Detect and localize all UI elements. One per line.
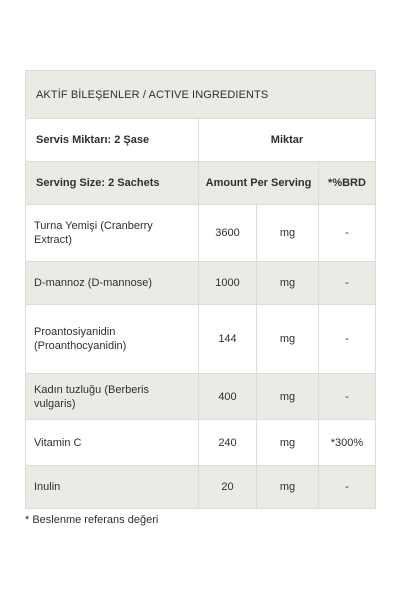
ingredient-unit: mg <box>257 420 319 466</box>
ingredient-unit: mg <box>257 262 319 305</box>
brd-header: *%BRD <box>319 162 376 205</box>
header-row-tr <box>26 119 376 162</box>
ingredient-brd: - <box>319 262 376 305</box>
ingredient-amount: 400 <box>199 374 257 420</box>
header-row-en <box>26 162 376 205</box>
ingredient-unit: mg <box>257 374 319 420</box>
ingredient-brd: - <box>319 374 376 420</box>
ingredient-unit: mg <box>257 305 319 374</box>
ingredient-name: Kadın tuzluğu (Berberis vulgaris) <box>26 374 199 420</box>
ingredient-brd: - <box>319 305 376 374</box>
serving-size-en: Serving Size: 2 Sachets <box>26 162 199 205</box>
ingredient-name: Vitamin C <box>26 420 199 466</box>
ingredient-name: Inulin <box>26 466 199 509</box>
table-title-row <box>26 71 376 119</box>
ingredient-name: Turna Yemişi (Cranberry Extract) <box>26 205 199 262</box>
ingredient-unit: mg <box>257 466 319 509</box>
table-row <box>26 305 376 374</box>
serving-size-tr: Servis Miktarı: 2 Şase <box>26 119 199 162</box>
ingredient-brd: - <box>319 466 376 509</box>
footnote: * Beslenme referans değeri <box>25 514 159 526</box>
amount-header-tr: Miktar <box>199 119 376 162</box>
table-row <box>26 374 376 420</box>
table-row <box>26 205 376 262</box>
table-row <box>26 420 376 466</box>
ingredient-brd: *300% <box>319 420 376 466</box>
table-row <box>26 262 376 305</box>
ingredient-amount: 144 <box>199 305 257 374</box>
table-title: AKTİF BİLEŞENLER / ACTIVE INGREDIENTS <box>26 71 376 119</box>
ingredient-amount: 3600 <box>199 205 257 262</box>
ingredient-amount: 1000 <box>199 262 257 305</box>
amount-header-en: Amount Per Serving <box>199 162 319 205</box>
active-ingredients-table <box>25 70 376 509</box>
ingredient-amount: 20 <box>199 466 257 509</box>
ingredient-unit: mg <box>257 205 319 262</box>
ingredient-amount: 240 <box>199 420 257 466</box>
table-row <box>26 466 376 509</box>
ingredient-name: Proantosiyanidin (Proanthocyanidin) <box>26 305 199 374</box>
ingredient-name: D-mannoz (D-mannose) <box>26 262 199 305</box>
ingredient-brd: - <box>319 205 376 262</box>
